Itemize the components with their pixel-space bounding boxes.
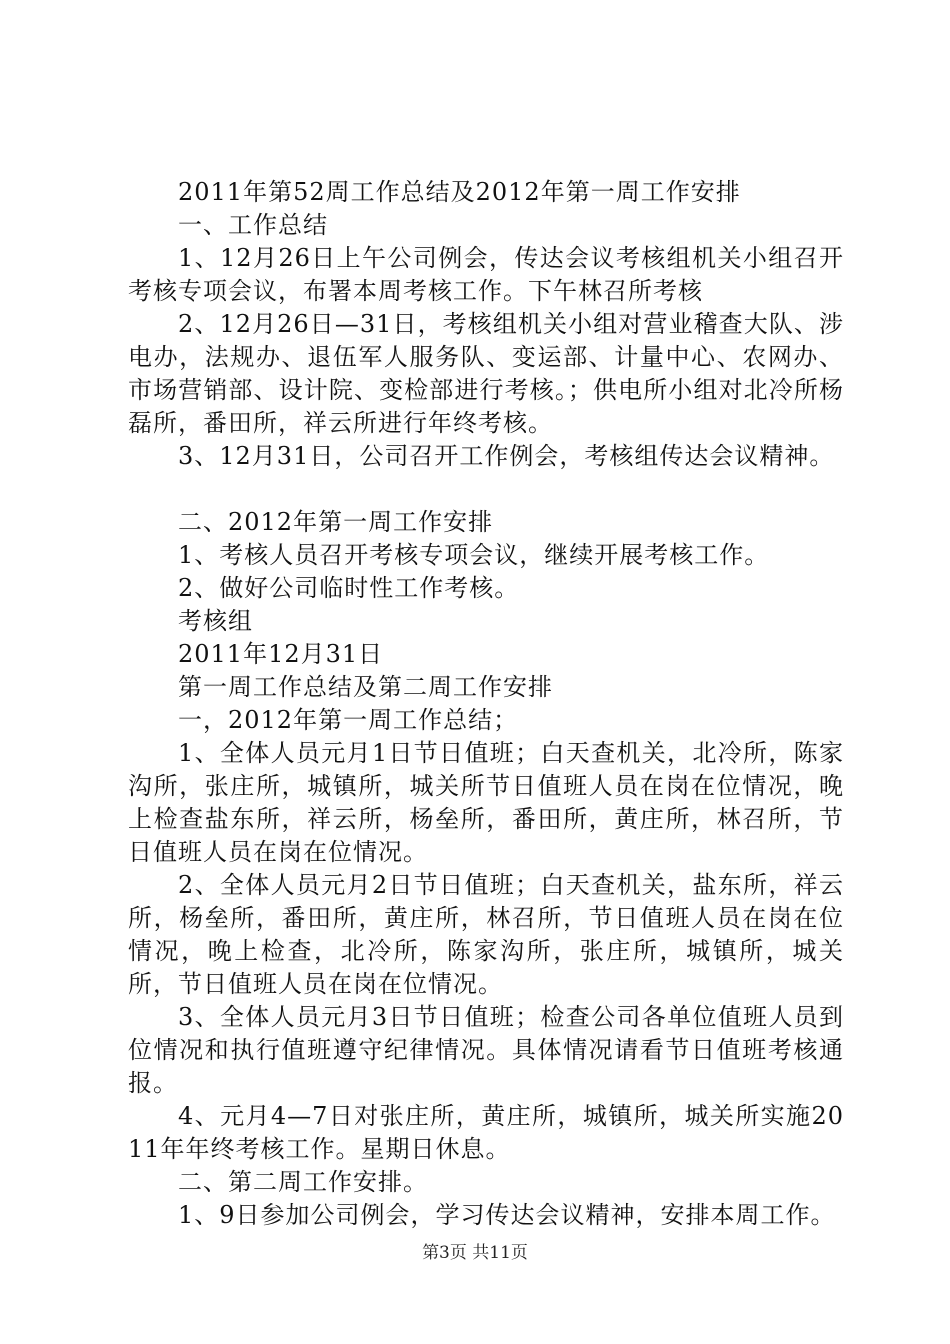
section-heading-plan: 二、2012年第一周工作安排 xyxy=(178,508,494,536)
section-heading-summary: 一、工作总结 xyxy=(178,211,328,239)
paragraph: 1、9日参加公司例会，学习传达会议精神，安排本周工作。 xyxy=(178,1201,836,1229)
signature-date: 2011年12月31日 xyxy=(178,640,384,668)
paragraph: 1、考核人员召开考核专项会议，继续开展考核工作。 xyxy=(178,541,770,569)
section-heading-week2: 二、第二周工作安排。 xyxy=(178,1168,428,1196)
section-heading-week1: 一，2012年第一周工作总结； xyxy=(178,706,519,734)
paragraph: 2、全体人员元月2日节日值班；白天查机关，盐东所，祥云所，杨垒所，番田所，黄庄所，林召所，节日值班人员在岗在位情况，晚上检查，北冷所，陈家沟所，张庄所，城镇所，城关所，节日值班人员在岗在位情况。 xyxy=(128,871,844,998)
paragraph: 4、元月4—7日对张庄所，黄庄所，城镇所，城关所实施2011年年终考核工作。星期日休息。 xyxy=(128,1102,844,1163)
paragraph: 1、全体人员元月1日节日值班；白天查机关，北冷所，陈家沟所，张庄所，城镇所，城关所节日值班人员在岗在位情况，晚上检查盐东所，祥云所，杨垒所，番田所，黄庄所，林召所，节日值班人员在岗在位情况。 xyxy=(128,739,844,866)
page-number-footer: 第3页 共11页 xyxy=(422,1243,528,1263)
signature-group: 考核组 xyxy=(178,607,253,635)
blank-line xyxy=(128,473,844,506)
paragraph: 2、12月26日—31日，考核组机关小组对营业稽查大队、涉电办，法规办、退伍军人服务队、变运部、计量中心、农网办、市场营销部、设计院、变检部进行考核。；供电所小组对北冷所杨磊所，番田所，祥云所进行年终考核。 xyxy=(128,310,844,437)
paragraph: 1、12月26日上午公司例会，传达会议考核组机关小组召开考核专项会议，布署本周考核工作。下午林召所考核 xyxy=(128,244,844,305)
document-title: 2011年第52周工作总结及2012年第一周工作安排 xyxy=(178,178,741,206)
document-body xyxy=(128,176,844,1232)
second-title: 第一周工作总结及第二周工作安排 xyxy=(178,673,553,701)
paragraph: 3、12月31日，公司召开工作例会，考核组传达会议精神。 xyxy=(178,442,835,470)
paragraph: 2、做好公司临时性工作考核。 xyxy=(178,574,520,602)
paragraph: 3、全体人员元月3日节日值班；检查公司各单位值班人员到位情况和执行值班遵守纪律情况。具体情况请看节日值班考核通报。 xyxy=(128,1003,844,1097)
